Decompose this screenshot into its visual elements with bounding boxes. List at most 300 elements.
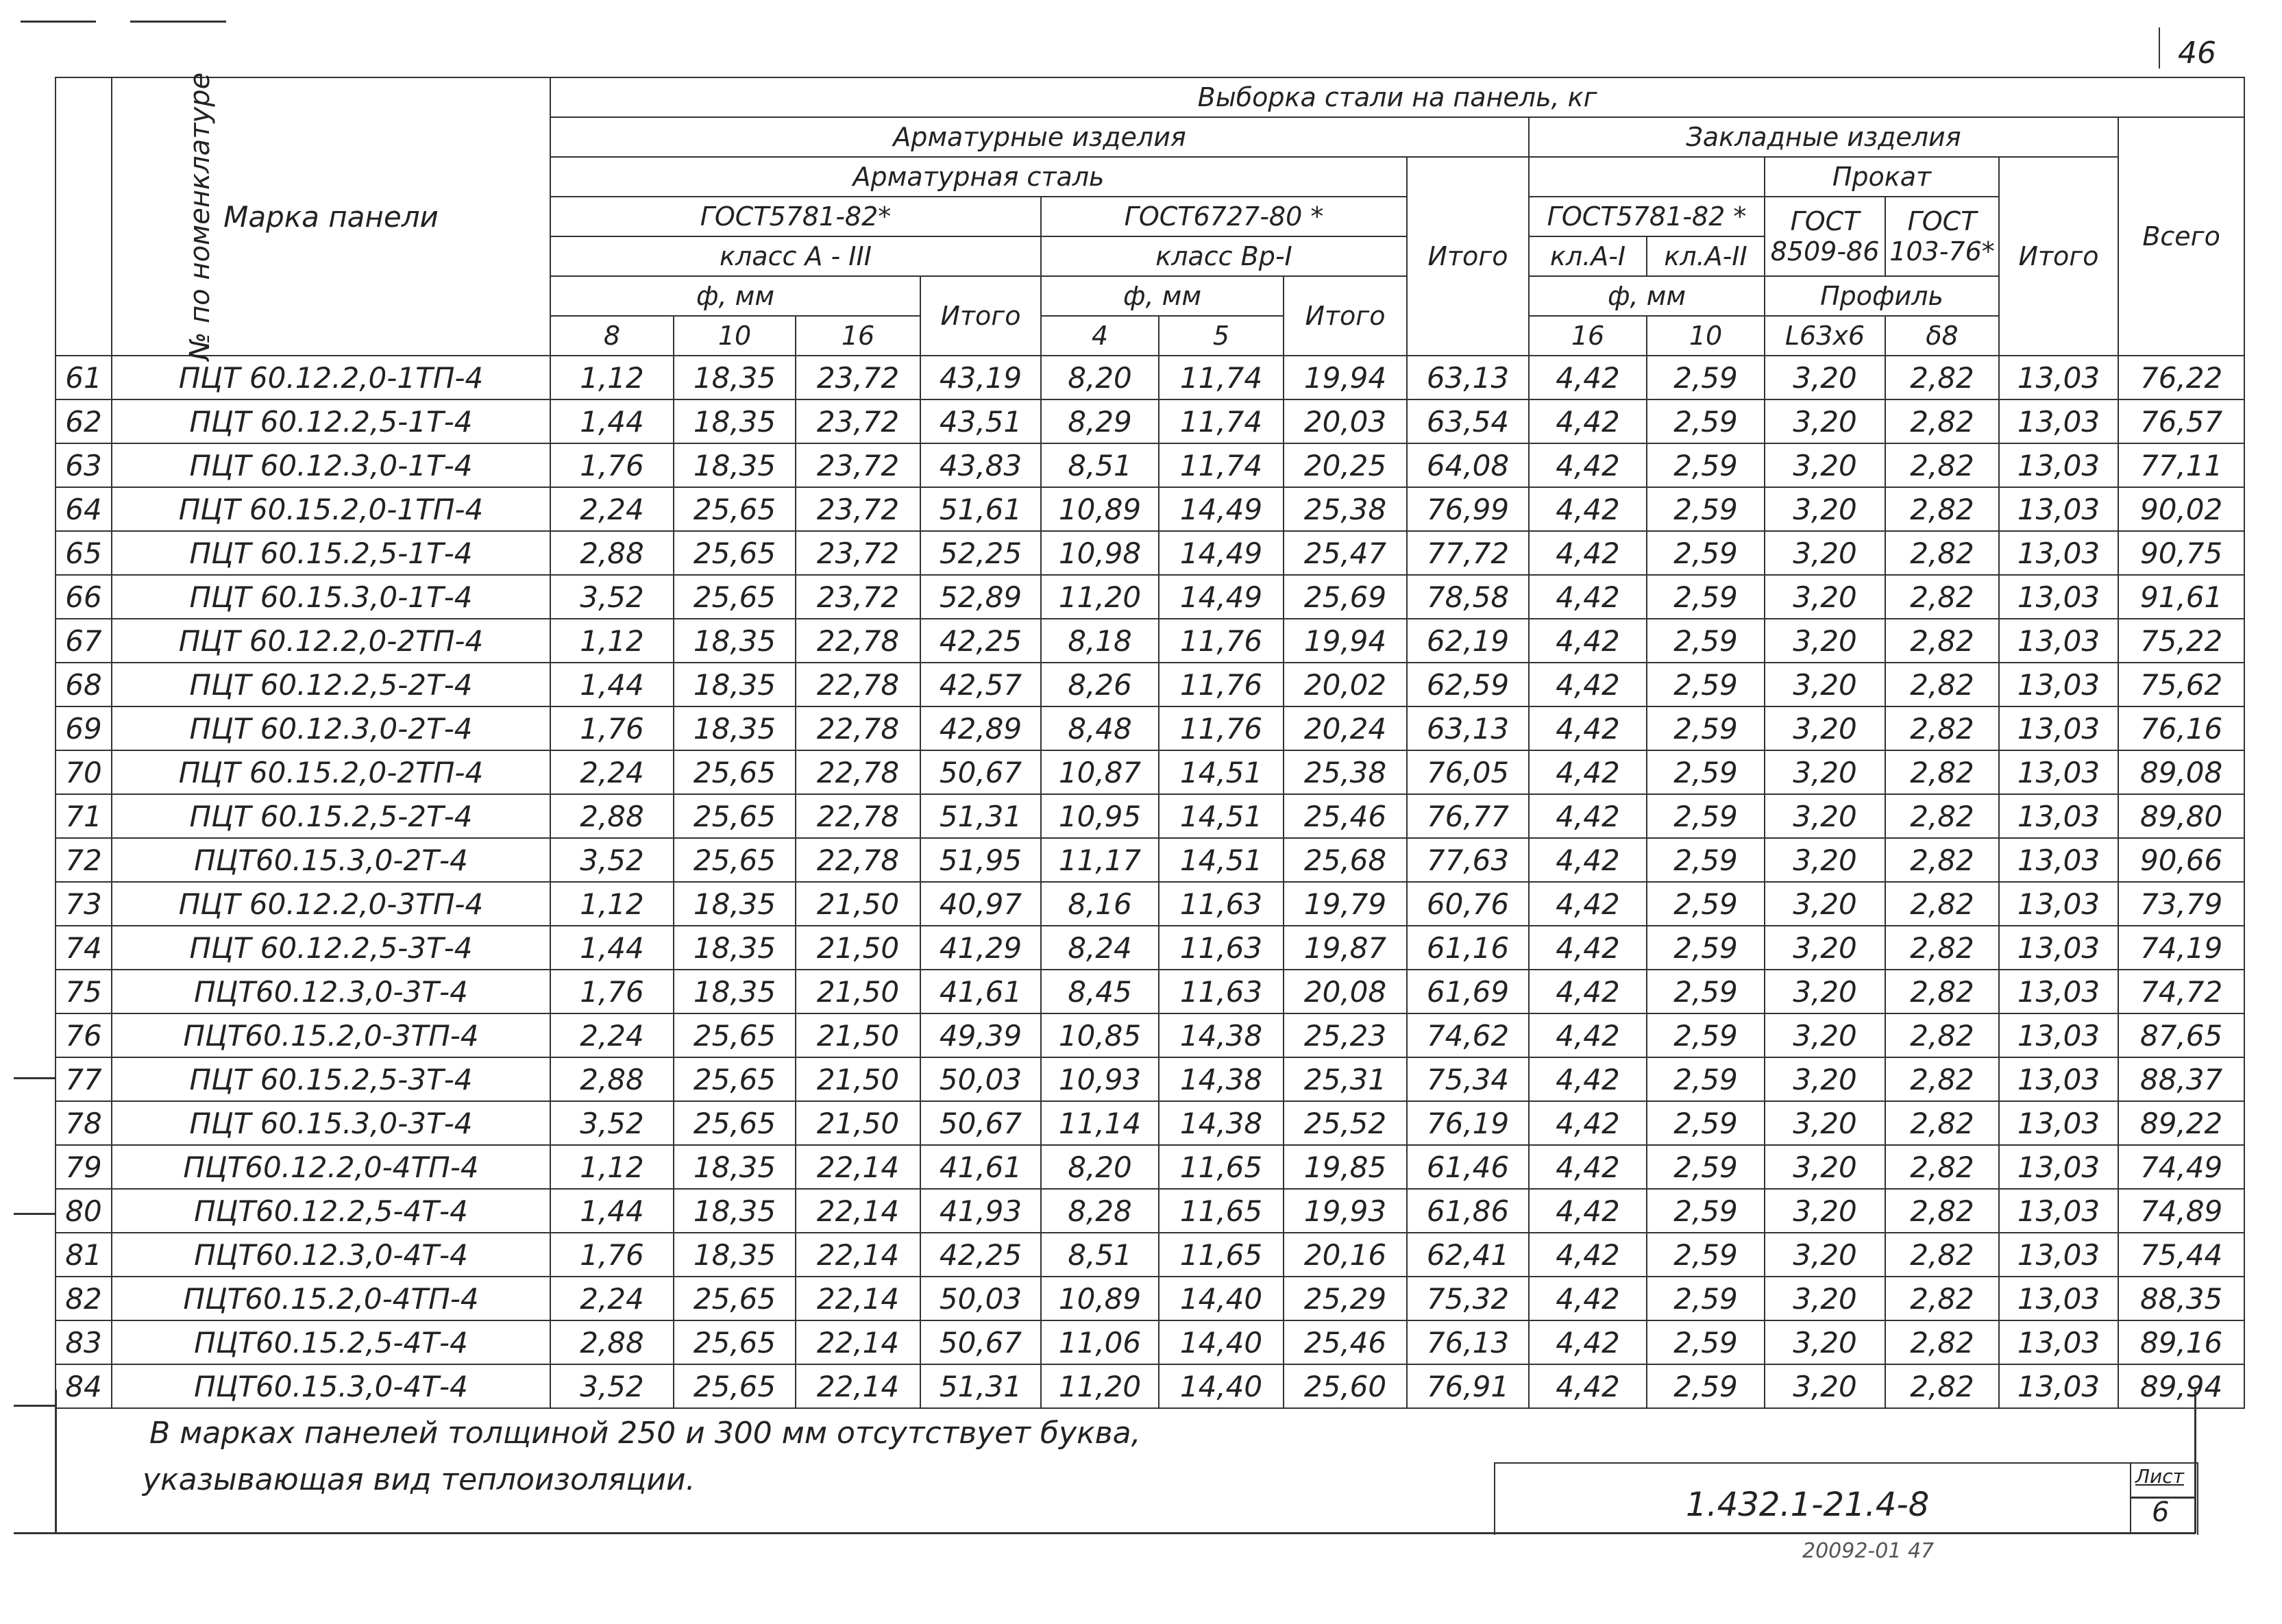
table-cell: 3,52 <box>550 575 674 619</box>
left-margin-tick-2 <box>14 1213 55 1215</box>
table-cell: 3,52 <box>550 838 674 882</box>
table-row <box>56 706 2244 750</box>
table-cell: 20,08 <box>1284 970 1407 1013</box>
table-row <box>56 1013 2244 1057</box>
table-cell: 13,03 <box>1999 1364 2118 1408</box>
table-cell: 2,59 <box>1647 356 1765 399</box>
table-cell: 11,65 <box>1159 1145 1284 1189</box>
table-row <box>56 926 2244 970</box>
table-cell: 2,59 <box>1647 1320 1765 1364</box>
table-cell: 62,59 <box>1407 663 1529 706</box>
table-cell: 63,54 <box>1407 399 1529 443</box>
table-cell: 77,11 <box>2118 443 2244 487</box>
table-cell: 21,50 <box>796 1013 920 1057</box>
panel-mark: ПЦТ 60.15.2,0-2ТП-4 <box>112 750 550 794</box>
table-cell: 2,82 <box>1885 838 1999 882</box>
panel-mark: ПЦТ 60.12.2,0-3ТП-4 <box>112 882 550 926</box>
row-number: 63 <box>56 443 112 487</box>
row-number: 81 <box>56 1233 112 1277</box>
table-cell: 3,20 <box>1765 882 1885 926</box>
table-cell: 14,51 <box>1159 838 1284 882</box>
table-cell: 87,65 <box>2118 1013 2244 1057</box>
table-cell: 21,50 <box>796 970 920 1013</box>
table-cell: 4,42 <box>1529 1145 1647 1189</box>
table-cell: 13,03 <box>1999 1101 2118 1145</box>
table-cell: 76,22 <box>2118 356 2244 399</box>
table-cell: 13,03 <box>1999 531 2118 575</box>
table-cell: 11,20 <box>1041 1364 1159 1408</box>
table-cell: 3,20 <box>1765 838 1885 882</box>
table-cell: 91,61 <box>2118 575 2244 619</box>
panel-mark: ПЦТ 60.15.2,5-1Т-4 <box>112 531 550 575</box>
table-cell: 25,65 <box>674 531 796 575</box>
header-total-bp1: Итого <box>1284 276 1407 356</box>
table-cell: 25,38 <box>1284 487 1407 531</box>
table-cell: 50,03 <box>920 1277 1041 1320</box>
table-cell: 11,14 <box>1041 1101 1159 1145</box>
table-row <box>56 575 2244 619</box>
table-cell: 18,35 <box>674 443 796 487</box>
top-left-rule-1 <box>21 21 96 23</box>
table-cell: 22,78 <box>796 750 920 794</box>
table-cell: 25,68 <box>1284 838 1407 882</box>
table-cell: 10,89 <box>1041 1277 1159 1320</box>
table-cell: 11,06 <box>1041 1320 1159 1364</box>
table-cell: 63,13 <box>1407 356 1529 399</box>
row-number: 71 <box>56 794 112 838</box>
panel-mark: ПЦТ60.12.2,5-4Т-4 <box>112 1189 550 1233</box>
panel-mark: ПЦТ 60.15.2,5-2Т-4 <box>112 794 550 838</box>
table-cell: 50,67 <box>920 1101 1041 1145</box>
table-cell: 49,39 <box>920 1013 1041 1057</box>
table-cell: 22,78 <box>796 619 920 663</box>
table-cell: 2,24 <box>550 750 674 794</box>
table-cell: 10,89 <box>1041 487 1159 531</box>
table-cell: 1,44 <box>550 1189 674 1233</box>
table-cell: 2,59 <box>1647 1364 1765 1408</box>
table-cell: 14,51 <box>1159 794 1284 838</box>
table-cell: 10,95 <box>1041 794 1159 838</box>
table-cell: 11,20 <box>1041 575 1159 619</box>
table-cell: 2,82 <box>1885 1145 1999 1189</box>
table-cell: 74,72 <box>2118 970 2244 1013</box>
table-cell: 4,42 <box>1529 356 1647 399</box>
table-cell: 75,62 <box>2118 663 2244 706</box>
table-cell: 2,82 <box>1885 1320 1999 1364</box>
table-cell: 2,82 <box>1885 794 1999 838</box>
table-cell: 3,20 <box>1765 926 1885 970</box>
table-cell: 2,82 <box>1885 443 1999 487</box>
table-row <box>56 838 2244 882</box>
header-d10: 10 <box>674 316 796 356</box>
table-cell: 73,79 <box>2118 882 2244 926</box>
table-cell: 2,82 <box>1885 487 1999 531</box>
table-cell: 11,65 <box>1159 1189 1284 1233</box>
table-cell: 13,03 <box>1999 970 2118 1013</box>
table-cell: 19,79 <box>1284 882 1407 926</box>
table-cell: 2,82 <box>1885 575 1999 619</box>
table-cell: 76,99 <box>1407 487 1529 531</box>
table-cell: 4,42 <box>1529 399 1647 443</box>
table-cell: 2,59 <box>1647 619 1765 663</box>
header-angle: L63х6 <box>1765 316 1885 356</box>
table-cell: 76,57 <box>2118 399 2244 443</box>
header-class-bp1: класс Вр-I <box>1041 236 1407 276</box>
table-cell: 13,03 <box>1999 794 2118 838</box>
table-row <box>56 443 2244 487</box>
table-cell: 18,35 <box>674 882 796 926</box>
table-cell: 2,59 <box>1647 663 1765 706</box>
table-cell: 63,13 <box>1407 706 1529 750</box>
table-cell: 43,19 <box>920 356 1041 399</box>
table-cell: 11,63 <box>1159 882 1284 926</box>
table-cell: 13,03 <box>1999 838 2118 882</box>
table-cell: 2,82 <box>1885 1233 1999 1277</box>
table-cell: 2,82 <box>1885 663 1999 706</box>
table-cell: 25,65 <box>674 1057 796 1101</box>
table-cell: 2,24 <box>550 1013 674 1057</box>
table-cell: 18,35 <box>674 970 796 1013</box>
table-cell: 14,40 <box>1159 1364 1284 1408</box>
table-row <box>56 1101 2244 1145</box>
table-cell: 89,16 <box>2118 1320 2244 1364</box>
table-cell: 3,20 <box>1765 575 1885 619</box>
table-cell: 62,19 <box>1407 619 1529 663</box>
header-d8: 8 <box>550 316 674 356</box>
table-cell: 23,72 <box>796 399 920 443</box>
table-cell: 10,87 <box>1041 750 1159 794</box>
table-cell: 14,49 <box>1159 575 1284 619</box>
row-number: 84 <box>56 1364 112 1408</box>
panel-mark: ПЦТ60.15.3,0-4Т-4 <box>112 1364 550 1408</box>
row-number: 73 <box>56 882 112 926</box>
table-cell: 3,20 <box>1765 443 1885 487</box>
table-cell: 41,61 <box>920 970 1041 1013</box>
header-diameter-bp1: ф, мм <box>1041 276 1284 316</box>
table-cell: 74,19 <box>2118 926 2244 970</box>
table-cell: 78,58 <box>1407 575 1529 619</box>
table-cell: 2,59 <box>1647 1013 1765 1057</box>
table-cell: 43,83 <box>920 443 1041 487</box>
sheet-number: 46 <box>2178 36 2216 71</box>
sheet-label: Лист <box>2135 1465 2184 1488</box>
panel-mark: ПЦТ 60.12.2,5-1Т-4 <box>112 399 550 443</box>
table-cell: 1,12 <box>550 882 674 926</box>
table-cell: 4,42 <box>1529 1320 1647 1364</box>
table-cell: 25,46 <box>1284 794 1407 838</box>
table-cell: 51,31 <box>920 794 1041 838</box>
table-cell: 3,20 <box>1765 1189 1885 1233</box>
table-cell: 4,42 <box>1529 663 1647 706</box>
panel-mark: ПЦТ 60.15.2,0-1ТП-4 <box>112 487 550 531</box>
table-cell: 13,03 <box>1999 1277 2118 1320</box>
row-number: 74 <box>56 926 112 970</box>
header-gost-8509: ГОСТ 8509-86 <box>1765 197 1885 276</box>
table-cell: 1,12 <box>550 1145 674 1189</box>
table-cell: 4,42 <box>1529 1364 1647 1408</box>
table-cell: 13,03 <box>1999 1320 2118 1364</box>
table-row <box>56 356 2244 399</box>
table-cell: 4,42 <box>1529 1189 1647 1233</box>
table-cell: 1,76 <box>550 706 674 750</box>
table-cell: 4,42 <box>1529 487 1647 531</box>
table-cell: 2,82 <box>1885 1101 1999 1145</box>
steel-selection-table <box>55 72 2245 1409</box>
panel-mark: ПЦТ 60.12.2,0-2ТП-4 <box>112 619 550 663</box>
header-blank-embedded <box>1529 157 1765 197</box>
table-cell: 25,65 <box>674 487 796 531</box>
table-cell: 13,03 <box>1999 882 2118 926</box>
table-cell: 11,76 <box>1159 619 1284 663</box>
table-cell: 20,03 <box>1284 399 1407 443</box>
table-cell: 25,65 <box>674 1320 796 1364</box>
table-cell: 20,24 <box>1284 706 1407 750</box>
table-cell: 3,20 <box>1765 1320 1885 1364</box>
table-cell: 1,44 <box>550 399 674 443</box>
table-cell: 77,72 <box>1407 531 1529 575</box>
table-cell: 2,59 <box>1647 575 1765 619</box>
table-cell: 76,77 <box>1407 794 1529 838</box>
table-cell: 42,57 <box>920 663 1041 706</box>
row-number: 68 <box>56 663 112 706</box>
table-cell: 3,20 <box>1765 663 1885 706</box>
table-cell: 14,38 <box>1159 1013 1284 1057</box>
table-cell: 18,35 <box>674 663 796 706</box>
table-cell: 18,35 <box>674 619 796 663</box>
table-cell: 1,44 <box>550 663 674 706</box>
panel-mark: ПЦТ60.12.3,0-3Т-4 <box>112 970 550 1013</box>
table-cell: 11,63 <box>1159 970 1284 1013</box>
table-cell: 11,74 <box>1159 356 1284 399</box>
table-cell: 8,20 <box>1041 1145 1159 1189</box>
row-number: 67 <box>56 619 112 663</box>
table-cell: 18,35 <box>674 926 796 970</box>
table-cell: 13,03 <box>1999 1233 2118 1277</box>
table-row <box>56 750 2244 794</box>
panel-mark: ПЦТ 60.15.2,5-3Т-4 <box>112 1057 550 1101</box>
table-cell: 2,59 <box>1647 882 1765 926</box>
table-cell: 8,20 <box>1041 356 1159 399</box>
table-row <box>56 1233 2244 1277</box>
table-row <box>56 1057 2244 1101</box>
table-cell: 8,18 <box>1041 619 1159 663</box>
table-cell: 62,41 <box>1407 1233 1529 1277</box>
table-cell: 23,72 <box>796 356 920 399</box>
panel-mark: ПЦТ60.15.2,0-4ТП-4 <box>112 1277 550 1320</box>
panel-mark: ПЦТ 60.12.2,5-2Т-4 <box>112 663 550 706</box>
row-number: 76 <box>56 1013 112 1057</box>
table-cell: 3,52 <box>550 1364 674 1408</box>
table-cell: 76,16 <box>2118 706 2244 750</box>
table-cell: 2,59 <box>1647 1277 1765 1320</box>
table-cell: 1,44 <box>550 926 674 970</box>
row-number: 82 <box>56 1277 112 1320</box>
table-cell: 13,03 <box>1999 750 2118 794</box>
table-cell: 2,59 <box>1647 706 1765 750</box>
table-cell: 3,20 <box>1765 619 1885 663</box>
table-cell: 8,16 <box>1041 882 1159 926</box>
table-cell: 11,76 <box>1159 663 1284 706</box>
table-cell: 74,49 <box>2118 1145 2244 1189</box>
table-cell: 20,16 <box>1284 1233 1407 1277</box>
table-cell: 13,03 <box>1999 1145 2118 1189</box>
table-row <box>56 531 2244 575</box>
table-cell: 3,20 <box>1765 1101 1885 1145</box>
table-cell: 90,75 <box>2118 531 2244 575</box>
table-cell: 50,67 <box>920 750 1041 794</box>
table-cell: 43,51 <box>920 399 1041 443</box>
table-cell: 10,85 <box>1041 1013 1159 1057</box>
table-cell: 22,14 <box>796 1364 920 1408</box>
table-row <box>56 1320 2244 1364</box>
table-cell: 22,78 <box>796 794 920 838</box>
table-cell: 11,65 <box>1159 1233 1284 1277</box>
table-cell: 3,20 <box>1765 1364 1885 1408</box>
header-gost-5781: ГОСТ5781-82* <box>550 197 1041 236</box>
table-cell: 23,72 <box>796 443 920 487</box>
table-cell: 76,05 <box>1407 750 1529 794</box>
table-row <box>56 1277 2244 1320</box>
document-code: 1.432.1-21.4-8 <box>1686 1486 1930 1524</box>
table-cell: 11,74 <box>1159 399 1284 443</box>
table-cell: 19,93 <box>1284 1189 1407 1233</box>
header-d5: 5 <box>1159 316 1284 356</box>
table-cell: 76,91 <box>1407 1364 1529 1408</box>
panel-mark: ПЦТ 60.12.2,0-1ТП-4 <box>112 356 550 399</box>
table-cell: 3,20 <box>1765 487 1885 531</box>
header-gost-103: ГОСТ 103-76* <box>1885 197 1999 276</box>
header-reinforcing-items: Арматурные изделия <box>550 117 1529 157</box>
table-row <box>56 1189 2244 1233</box>
header-gost-6727: ГОСТ6727-80 * <box>1041 197 1407 236</box>
sheet-page-number: 6 <box>2152 1497 2170 1528</box>
header-total-embedded: Итого <box>1999 157 2118 356</box>
table-cell: 1,12 <box>550 619 674 663</box>
table-cell: 19,85 <box>1284 1145 1407 1189</box>
left-margin-tick-1 <box>14 1077 55 1079</box>
table-cell: 3,20 <box>1765 1013 1885 1057</box>
table-cell: 2,59 <box>1647 399 1765 443</box>
table-cell: 42,89 <box>920 706 1041 750</box>
panel-mark: ПЦТ60.12.3,0-4Т-4 <box>112 1233 550 1277</box>
table-cell: 8,29 <box>1041 399 1159 443</box>
table-cell: 8,24 <box>1041 926 1159 970</box>
row-number: 64 <box>56 487 112 531</box>
table-cell: 4,42 <box>1529 750 1647 794</box>
table-cell: 2,82 <box>1885 970 1999 1013</box>
table-cell: 2,59 <box>1647 443 1765 487</box>
table-cell: 25,47 <box>1284 531 1407 575</box>
row-number: 75 <box>56 970 112 1013</box>
table-cell: 25,46 <box>1284 1320 1407 1364</box>
table-cell: 50,67 <box>920 1320 1041 1364</box>
table-cell: 2,88 <box>550 531 674 575</box>
left-margin-tick-3 <box>14 1405 55 1407</box>
table-cell: 4,42 <box>1529 1277 1647 1320</box>
table-cell: 25,65 <box>674 794 796 838</box>
table-cell: 4,42 <box>1529 575 1647 619</box>
header-diameter-embedded: ф, мм <box>1529 276 1765 316</box>
table-cell: 8,45 <box>1041 970 1159 1013</box>
table-cell: 18,35 <box>674 356 796 399</box>
header-profile: Профиль <box>1765 276 1999 316</box>
table-cell: 23,72 <box>796 575 920 619</box>
table-cell: 11,74 <box>1159 443 1284 487</box>
table-cell: 13,03 <box>1999 663 2118 706</box>
table-cell: 2,82 <box>1885 750 1999 794</box>
table-cell: 4,42 <box>1529 619 1647 663</box>
table-cell: 2,82 <box>1885 1057 1999 1101</box>
panel-mark: ПЦТ 60.12.3,0-1Т-4 <box>112 443 550 487</box>
table-cell: 74,62 <box>1407 1013 1529 1057</box>
table-cell: 3,20 <box>1765 1277 1885 1320</box>
table-cell: 60,76 <box>1407 882 1529 926</box>
table-cell: 2,24 <box>550 487 674 531</box>
table-cell: 8,48 <box>1041 706 1159 750</box>
table-cell: 64,08 <box>1407 443 1529 487</box>
table-cell: 10,93 <box>1041 1057 1159 1101</box>
table-cell: 2,59 <box>1647 838 1765 882</box>
table-cell: 11,63 <box>1159 926 1284 970</box>
table-cell: 3,20 <box>1765 356 1885 399</box>
table-cell: 4,42 <box>1529 1057 1647 1101</box>
table-cell: 4,42 <box>1529 970 1647 1013</box>
table-cell: 61,16 <box>1407 926 1529 970</box>
header-e10: 10 <box>1647 316 1765 356</box>
note-line-2: указывающая вид теплоизоляции. <box>143 1462 696 1497</box>
row-number: 65 <box>56 531 112 575</box>
table-cell: 3,20 <box>1765 531 1885 575</box>
table-cell: 76,19 <box>1407 1101 1529 1145</box>
table-cell: 75,44 <box>2118 1233 2244 1277</box>
table-cell: 61,46 <box>1407 1145 1529 1189</box>
table-cell: 89,22 <box>2118 1101 2244 1145</box>
header-class-a3: класс А - III <box>550 236 1041 276</box>
table-cell: 21,50 <box>796 1057 920 1101</box>
table-cell: 23,72 <box>796 487 920 531</box>
table-cell: 13,03 <box>1999 443 2118 487</box>
table-cell: 10,98 <box>1041 531 1159 575</box>
table-cell: 22,14 <box>796 1189 920 1233</box>
row-number: 62 <box>56 399 112 443</box>
table-cell: 52,89 <box>920 575 1041 619</box>
header-d16: 16 <box>796 316 920 356</box>
header-e16: 16 <box>1529 316 1647 356</box>
panel-mark: ПЦТ60.12.2,0-4ТП-4 <box>112 1145 550 1189</box>
panel-mark: ПЦТ 60.15.3,0-3Т-4 <box>112 1101 550 1145</box>
table-cell: 13,03 <box>1999 356 2118 399</box>
table-cell: 3,20 <box>1765 1145 1885 1189</box>
header-embedded-items: Закладные изделия <box>1529 117 2118 157</box>
table-cell: 25,60 <box>1284 1364 1407 1408</box>
header-class-a1: кл.А-I <box>1529 236 1647 276</box>
table-cell: 89,08 <box>2118 750 2244 794</box>
table-cell: 13,03 <box>1999 1189 2118 1233</box>
table-cell: 75,22 <box>2118 619 2244 663</box>
row-number: 80 <box>56 1189 112 1233</box>
table-cell: 2,82 <box>1885 1277 1999 1320</box>
table-cell: 14,51 <box>1159 750 1284 794</box>
table-cell: 42,25 <box>920 619 1041 663</box>
header-mark-column: Марка панели <box>112 77 550 356</box>
table-cell: 13,03 <box>1999 1013 2118 1057</box>
table-cell: 2,59 <box>1647 750 1765 794</box>
table-cell: 41,29 <box>920 926 1041 970</box>
table-row <box>56 619 2244 663</box>
table-cell: 22,78 <box>796 838 920 882</box>
table-cell: 2,82 <box>1885 882 1999 926</box>
table-cell: 2,82 <box>1885 706 1999 750</box>
